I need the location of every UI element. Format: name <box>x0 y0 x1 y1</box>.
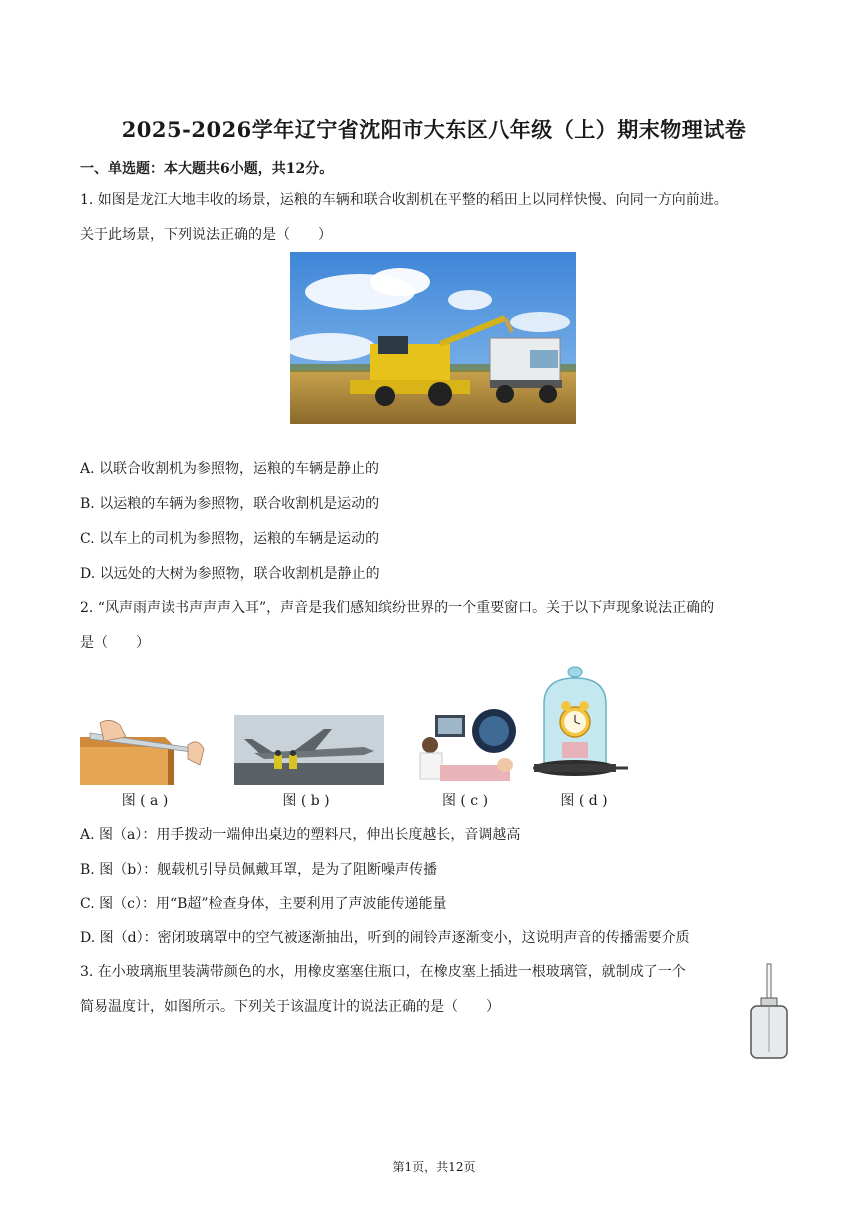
figure-d-bell-jar-image <box>530 664 630 786</box>
q1-option-c: C. 以车上的司机为参照物，运粮的车辆是运动的 <box>80 531 380 547</box>
q2-option-b: B. 图（b）：舰载机引导员佩戴耳罩，是为了阻断噪声传播 <box>80 862 438 878</box>
q1-stem-line2: 关于此场景，下列说法正确的是（ ） <box>80 227 332 243</box>
q2-option-d: D. 图（d）：密闭玻璃罩中的空气被逐渐抽出，听到的闹铃声逐渐变小，这说明声音的传播需要介质 <box>80 930 690 946</box>
caption-figure-d: 图 ( d ) <box>560 793 608 809</box>
caption-figure-c: 图 ( c ) <box>441 793 489 809</box>
q2-stem-line1: 2. “风声雨声读书声声声入耳”，声音是我们感知缤纷世界的一个重要窗口。关于以下声现象说法正确的 <box>80 600 715 616</box>
harvest-image <box>290 252 576 424</box>
caption-figure-a: 图 ( a ) <box>121 793 169 809</box>
q2-option-a: A. 图（a）：用手拨动一端伸出桌边的塑料尺，伸出长度越长，音调越高 <box>80 827 521 843</box>
figure-c-ultrasound-image <box>410 705 518 785</box>
q2-stem-line2: 是（ ） <box>80 635 150 651</box>
q3-stem-line2: 简易温度计，如图所示。下列关于该温度计的说法正确的是（ ） <box>80 999 500 1015</box>
q1-option-b: B. 以运粮的车辆为参照物，联合收割机是运动的 <box>80 496 380 512</box>
q3-thermometer-image <box>745 962 793 1062</box>
figure-b-aircraft-image <box>234 715 384 785</box>
q2-option-c: C. 图（c）：用“B超”检查身体，主要利用了声波能传递能量 <box>80 896 447 912</box>
page-title: 2025-2026学年辽宁省沈阳市大东区八年级（上）期末物理试卷 <box>121 117 747 142</box>
q1-option-a: A. 以联合收割机为参照物，运粮的车辆是静止的 <box>80 461 380 477</box>
q3-stem-line1: 3. 在小玻璃瓶里装满带颜色的水，用橡皮塞塞住瓶口，在橡皮塞上插进一根玻璃管，就制成了一个 <box>80 964 686 980</box>
q1-stem-line1: 1. 如图是龙江大地丰收的场景，运粮的车辆和联合收割机在平整的稻田上以同样快慢、向同一方向前进。 <box>80 192 728 208</box>
page-footer: 第1页，共12页 <box>392 1160 476 1174</box>
section-header: 一、单选题：本大题共6小题，共12分。 <box>80 161 334 177</box>
figure-a-ruler-image <box>80 715 210 785</box>
q1-option-d: D. 以远处的大树为参照物，联合收割机是静止的 <box>80 566 380 582</box>
caption-figure-b: 图 ( b ) <box>282 793 330 809</box>
